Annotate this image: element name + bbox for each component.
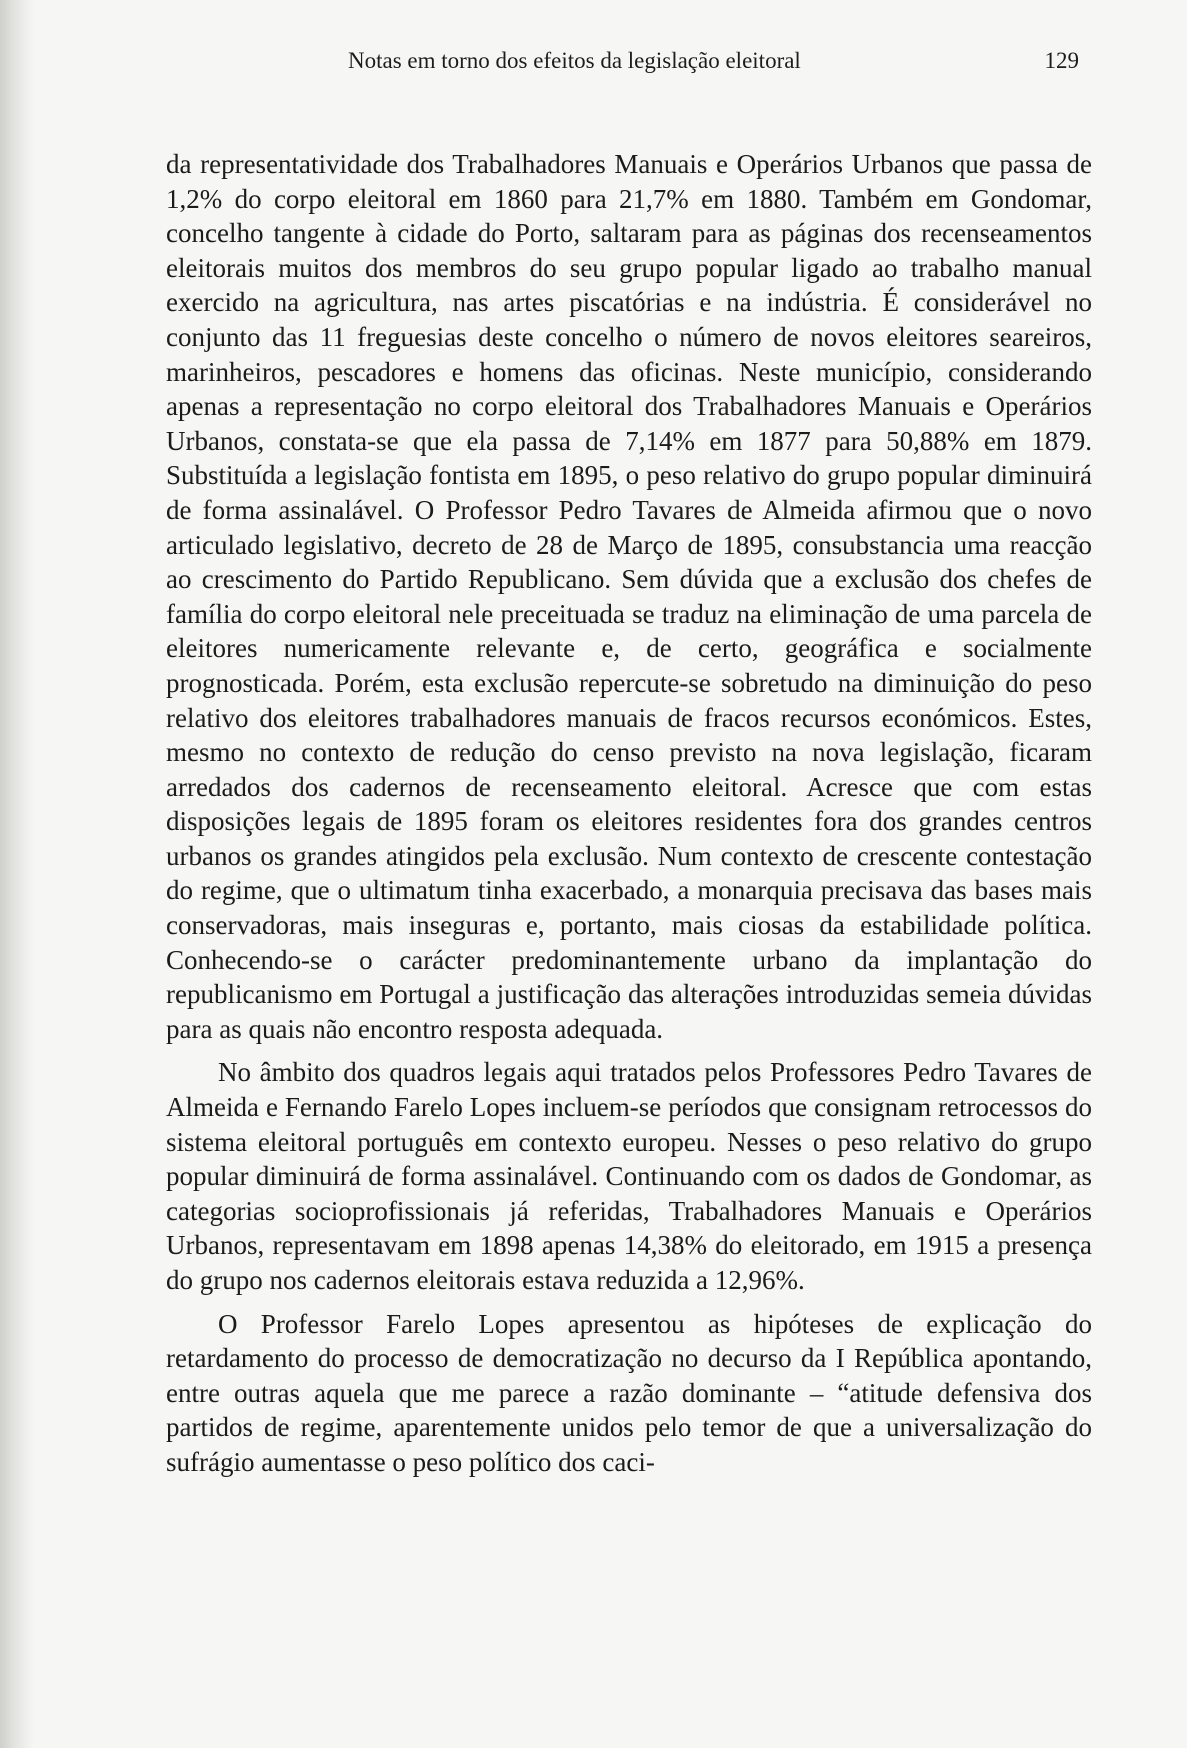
- page-number: 129: [1044, 48, 1079, 73]
- page-header: [178, 48, 1082, 82]
- running-title: Notas em torno dos efeitos da legislação eleitoral: [348, 48, 801, 73]
- binding-shadow: [0, 0, 34, 1748]
- body-text: [166, 147, 1092, 1727]
- paragraph: O Professor Farelo Lopes apresentou as hipóteses de explicação do retardamento do processo de democratização no decurso da I República apontando, entre outras aquela que me parece a razão dominante – “atitude defensiva dos partidos de regime, aparentemente unidos pelo temor de que a universalização do sufrágio aumentasse o peso político dos caci-: [166, 1308, 1092, 1477]
- paragraph-continued: da representatividade dos Trabalhadores Manuais e Operários Urbanos que passa de 1,2% do corpo eleitoral em 1860 para 21,7% em 1880. Também em Gondomar, concelho tangente à cidade do Porto, saltaram para as páginas dos recenseamentos eleitorais muitos dos membros do seu grupo popular ligado ao trabalho manual exercido na agricultura, nas artes piscatórias e na indústria. É considerável no conjunto das 11 freguesias deste concelho o número de novos eleitores seareiros, marinheiros, pescadores e homens das oficinas. Neste município, considerando apenas a representação no corpo eleitoral dos Trabalhadores Manuais e Operários Urbanos, constata-se que ela passa de 7,14% em 1877 para 50,88% em 1879. Substituída a legislação fontista em 1895, o peso relativo do grupo popular diminuirá de forma assinalável. O Professor Pedro Tavares de Almeida afirmou que o novo articulado legislativo, decreto de 28 de Março de 1895, consubstancia uma reacção ao crescimento do Partido Republicano. Sem dúvida que a exclusão dos chefes de família do corpo eleitoral nele preceituada se traduz na eliminação de uma parcela de eleitores numericamente relevante e, de certo, geográfica e socialmente prognosticada. Porém, esta exclusão repercute-se sobretudo na diminuição do peso relativo dos eleitores trabalhadores manuais de fracos recursos económicos. Estes, mesmo no contexto de redução do censo previsto na nova legislação, ficaram arredados dos cadernos de recenseamento eleitoral. Acresce que com estas disposições legais de 1895 foram os eleitores residentes fora dos grandes centros urbanos os grandes atingidos pela exclusão. Num contexto de crescente contestação do regime, que o ultimatum tinha exacerbado, a monarquia precisava das bases mais conservadoras, mais inseguras e, portanto, mais ciosas da estabilidade política. Conhecendo-se o carácter predominantemente urbano da implantação do republicanismo em Portugal a justificação das alterações introduzidas semeia dúvidas para as quais não encontro resposta adequada.: [166, 149, 1092, 1044]
- paragraph: No âmbito dos quadros legais aqui tratados pelos Professores Pedro Tavares de Almeida e Fernando Farelo Lopes incluem-se períodos que consignam retrocessos do sistema eleitoral português em contexto europeu. Nesses o peso relativo do grupo popular diminuirá de forma assinalável. Continuando com os dados de Gondomar, as categorias socioprofissionais já referidas, Trabalhadores Manuais e Operários Urbanos, representavam em 1898 apenas 14,38% do eleitorado, em 1915 a presença do grupo nos cadernos eleitorais estava reduzida a 12,96%.: [166, 1057, 1092, 1295]
